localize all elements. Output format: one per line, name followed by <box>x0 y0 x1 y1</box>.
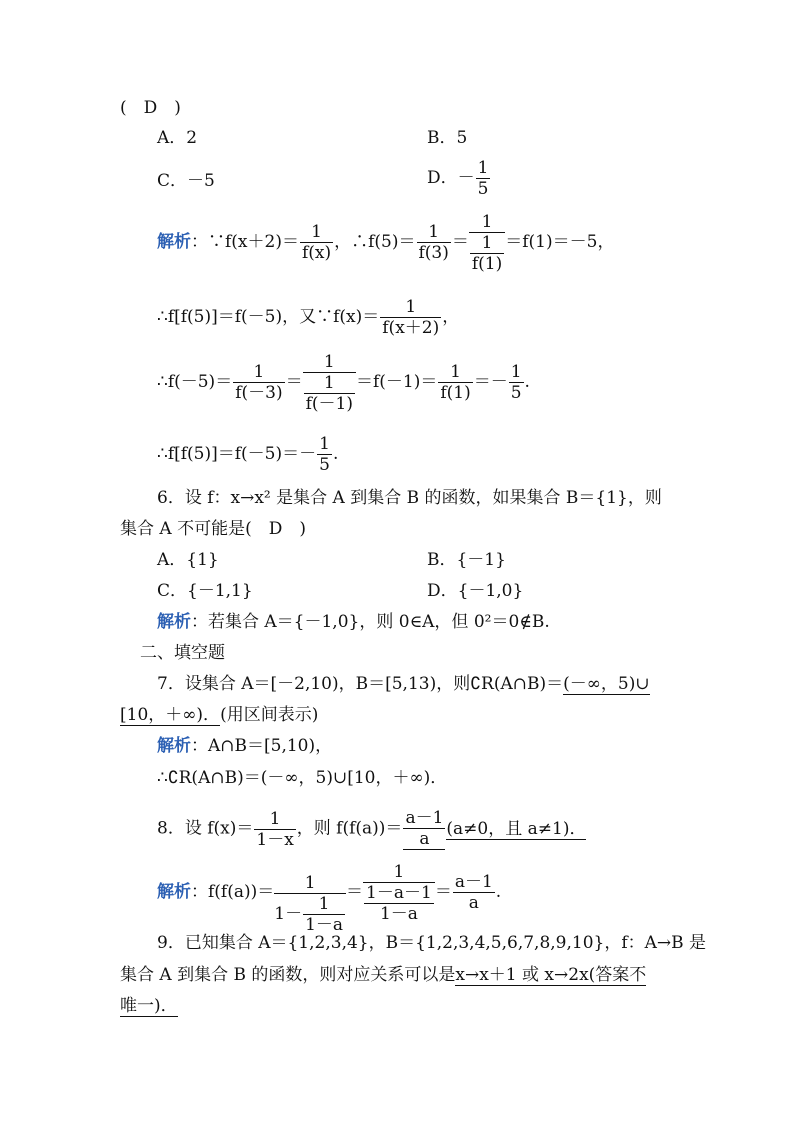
q5-frac-3-inner <box>470 233 504 274</box>
q8-answer-den: a <box>419 829 430 849</box>
q6-solution <box>157 611 550 633</box>
q5-frac-3-inner-den: f(1) <box>471 254 503 274</box>
q5-option-a: A．2 <box>157 128 198 148</box>
q7-solution-line-2: ∴∁R(A∩B)＝(－∞，5)∪[10，＋∞)． <box>157 768 448 788</box>
q5-frac-2-den: f(3) <box>418 243 449 263</box>
q6-stem-line-2: 集合 A 不可能是( D ) <box>120 519 306 539</box>
q5-answer-line: ( D ) <box>120 98 181 118</box>
q5-solution-line-1 <box>157 212 614 274</box>
q5-line3-frac-4-num: 1 <box>510 362 522 382</box>
q5-eq: ＝ <box>451 232 469 252</box>
q5-frac-1 <box>300 222 333 263</box>
q5-line2-frac-num: 1 <box>380 297 441 318</box>
q5-line2-tail: ， <box>442 307 460 327</box>
q5-option-d-num: 1 <box>477 158 489 178</box>
q5-line2-frac-den: f(x＋2) <box>382 318 440 338</box>
q6-stem-line-1: 6．设 f：x→x² 是集合 A 到集合 B 的函数，如果集合 B＝{1}，则 <box>157 488 662 508</box>
q5-line3-frac-4 <box>509 362 524 403</box>
q5-frac-1-num: 1 <box>300 222 333 243</box>
q5-line4-frac <box>317 434 332 475</box>
q8-sol-frac-1-inner <box>303 894 345 935</box>
q5-line3-frac-1 <box>233 362 284 403</box>
q9-stem-head: 集合 A 到集合 B 的函数，则对应关系可以是 <box>120 965 456 985</box>
q8-sol-frac-1-inner-num: 1 <box>303 894 345 915</box>
q5-line4-head: ∴f[f(5)]＝f(－5)＝－ <box>157 444 317 464</box>
q5-frac-2 <box>417 222 451 263</box>
q5-line3-frac-3-num: 1 <box>438 362 472 383</box>
q5-line3-eq2: ＝－ <box>473 372 508 392</box>
q5-line3-frac-2-num: 1 <box>303 352 356 373</box>
q8-frac <box>254 809 295 850</box>
q8-sol-eq1: ＝ <box>346 882 364 902</box>
q5-frac-3-inner-num: 1 <box>470 233 504 254</box>
q5-line2-head: ∴f[f(5)]＝f(－5)，又∵f(x)＝ <box>157 307 380 327</box>
q8-answer-fraction <box>403 808 445 850</box>
q5-option-d-prefix: D．－ <box>427 168 475 188</box>
q6-solution-text: ：若集合 A＝{－1,0}，则 0∈A，但 0²＝0∉B. <box>191 612 550 632</box>
q6-option-d: D．{－1,0} <box>427 581 524 601</box>
q8-solution-head: ：f(f(a))＝ <box>191 882 275 902</box>
q8-sol-eq2: ＝ <box>434 882 452 902</box>
q8-sol-frac-3-num: a－1 <box>454 872 493 892</box>
q6-option-b: B．{－1} <box>427 550 506 570</box>
q8-stem-head: 8．设 f(x)＝ <box>157 818 254 839</box>
q8-frac-den: 1－x <box>256 829 294 850</box>
q5-line3-frac-2 <box>303 352 356 414</box>
q5-solution-line-4 <box>157 434 338 475</box>
q5-option-b: B．5 <box>427 128 468 148</box>
q9-answer-part-1: x→x＋1 或 x→2x(答案不 <box>455 965 647 985</box>
q5-line4-tail: . <box>332 444 339 464</box>
q7-stem-tail: (用区间表示) <box>220 705 319 725</box>
q8-sol-frac-1-den <box>274 894 346 935</box>
q8-sol-tail: . <box>495 882 502 902</box>
q9-stem-line-3 <box>120 995 178 1017</box>
q5-option-d-fraction <box>476 158 491 199</box>
q5-option-c: C．－5 <box>157 171 215 191</box>
q5-line1-tail: ＝f(1)＝－5， <box>505 232 615 252</box>
q5-line3-mid: ＝f(－1)＝ <box>355 372 438 392</box>
q5-line3-tail: . <box>524 372 530 392</box>
q5-frac-3 <box>469 212 505 274</box>
solution-label: 解析 <box>157 612 191 632</box>
q9-answer-part-2: 唯一)． <box>120 996 178 1016</box>
q8-sol-frac-2-num: 1 <box>363 862 435 883</box>
q7-solution-line-1 <box>157 735 332 757</box>
q5-line3-frac-1-num: 1 <box>233 362 284 383</box>
q5-line3-frac-3 <box>438 362 472 403</box>
q5-option-d <box>427 158 491 199</box>
q8-sol-frac-1-den-head: 1－ <box>274 904 303 924</box>
solution-label: 解析 <box>157 882 191 902</box>
section-title-fill-in: 二、填空题 <box>140 643 225 663</box>
q5-line2-frac <box>380 297 441 338</box>
q5-frac-1-den: f(x) <box>301 243 332 263</box>
q5-line3-head: ∴f(－5)＝ <box>157 372 233 392</box>
q5-frac-2-num: 1 <box>417 222 451 243</box>
q5-line3-frac-3-den: f(1) <box>440 383 471 403</box>
q5-line3-frac-4-den: 5 <box>510 383 522 403</box>
q7-solution-text-1: ：A∩B＝[5,10)， <box>191 736 333 756</box>
q8-sol-frac-2-inner-den: 1－a <box>379 904 418 924</box>
q8-frac-num: 1 <box>254 809 295 830</box>
q8-solution <box>157 862 501 935</box>
q7-stem-line-1 <box>157 673 650 695</box>
q8-answer-num: a－1 <box>405 808 444 828</box>
q8-answer-condition: (a≠0，且 a≠1)． <box>446 818 587 839</box>
q8-sol-frac-2-inner-num: 1－a－1 <box>366 883 432 903</box>
q8-sol-frac-2 <box>363 862 435 924</box>
q5-line3-frac-1-den: f(－3) <box>235 383 283 403</box>
q8-sol-frac-3 <box>453 872 495 913</box>
q5-frac-3-num: 1 <box>469 212 505 233</box>
solution-label: 解析 <box>157 232 191 252</box>
q8-sol-frac-2-inner <box>364 883 434 924</box>
q8-stem-mid: ，则 f(f(a))＝ <box>296 818 403 839</box>
q8-sol-frac-1 <box>274 873 346 935</box>
q5-solution-line-2 <box>157 297 459 338</box>
q6-option-c: C．{－1,1} <box>157 581 253 601</box>
q5-line3-frac-2-inner <box>304 373 355 414</box>
q5-because: ：∵ <box>191 232 225 252</box>
q7-answer-part-1: (－∞，5)∪ <box>563 674 650 694</box>
q8-stem <box>157 808 586 850</box>
q7-answer-part-2: [10，＋∞)． <box>120 705 221 725</box>
q7-stem-line-2 <box>120 704 318 726</box>
q8-sol-frac-1-num: 1 <box>274 873 346 894</box>
q6-option-a: A．{1} <box>157 550 219 570</box>
q5-line4-frac-den: 5 <box>319 455 330 475</box>
solution-label: 解析 <box>157 736 191 756</box>
q5-line4-frac-num: 1 <box>319 434 330 454</box>
q5-line3-frac-2-inner-den: f(－1) <box>305 394 353 414</box>
q5-option-d-den: 5 <box>477 179 489 199</box>
q5-solution-line-3 <box>157 352 530 414</box>
q5-therefore: ，∴f(5)＝ <box>334 232 416 252</box>
q5-line3-eq1: ＝ <box>285 372 303 392</box>
q8-sol-frac-3-den: a <box>468 893 479 913</box>
q7-stem-head: 7．设集合 A＝[－2,10)，B＝[5,13)，则∁R(A∩B)＝ <box>157 674 564 694</box>
q8-sol-frac-1-inner-den: 1－a <box>305 915 344 935</box>
q5-expr: f(x＋2)＝ <box>225 232 299 252</box>
q5-line3-frac-2-inner-num: 1 <box>304 373 355 394</box>
q9-stem-line-2 <box>120 964 646 986</box>
q9-stem-line-1: 9．已知集合 A＝{1,2,3,4}，B＝{1,2,3,4,5,6,7,8,9,10}，f：A→B 是 <box>157 933 707 953</box>
